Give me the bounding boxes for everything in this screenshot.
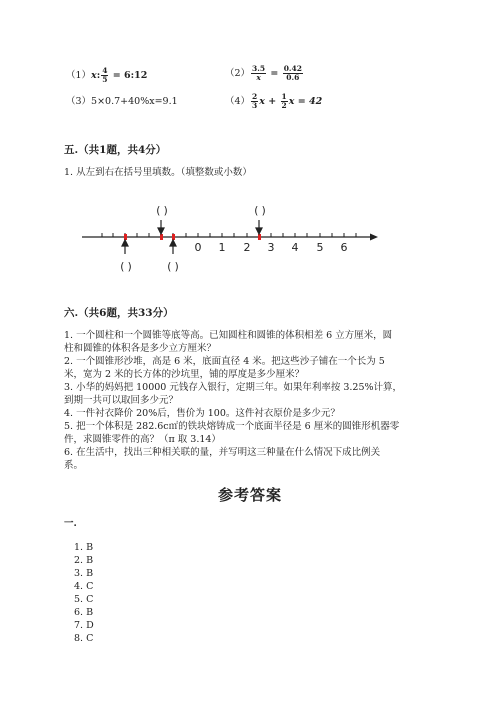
- equation-rest: x = 42: [288, 96, 323, 107]
- section-5-heading: 五.（共1题，共4分）: [64, 144, 167, 156]
- tick-label-1: 1: [218, 241, 226, 254]
- tick-label-4: 4: [291, 241, 299, 254]
- problem-2: [225, 65, 304, 82]
- answer-3: 3. B: [74, 568, 94, 579]
- fraction: $\frac{0.42}{0.6}$: [283, 64, 302, 82]
- variable-x: x: [91, 70, 97, 81]
- section-6-line-9: 件，求圆锥零件的高？（π 取 3.14）: [64, 434, 221, 445]
- problem-4-label: （4）: [225, 96, 251, 107]
- problem-1: [66, 67, 147, 84]
- tick-label-2: 2: [243, 241, 251, 254]
- fraction: $\frac{2}{3}$: [252, 92, 258, 110]
- section-6-line-11: 系。: [64, 460, 84, 471]
- equation-middle: x +: [259, 96, 280, 107]
- answer-2: 2. B: [74, 555, 94, 566]
- section-6-heading: 六.（共6题，共33分）: [64, 307, 174, 319]
- section-6-line-5: 3. 小华的妈妈把 10000 元钱存入银行，定期三年。如果年利率按 3.25%计算，: [64, 382, 403, 393]
- answer-7: 7. D: [74, 620, 94, 631]
- equals-sign: =: [267, 68, 282, 79]
- tick-labels: [195, 241, 348, 254]
- answer-4: 4. C: [74, 581, 94, 592]
- marker-1: [124, 234, 127, 240]
- tick-label-3: 3: [267, 241, 275, 254]
- problem-3: （3）5×0.7+40%x=9.1: [66, 96, 178, 107]
- section-6-line-4: 米，宽为 2 米的长方体的沙坑里，铺的厚度是多少厘米？: [64, 369, 305, 380]
- paren-top-1: ( ): [156, 205, 168, 217]
- answer-1: 1. B: [74, 542, 94, 553]
- marker-2: [160, 234, 163, 240]
- section-5-question: 1. 从左到右在括号里填数。（填整数或小数）: [64, 167, 252, 178]
- problem-2-label: （2）: [225, 68, 251, 79]
- answers-title: 参考答案: [217, 486, 282, 504]
- fraction: $\frac{4}{5}$: [102, 66, 108, 84]
- section-6-line-2: 柱和圆锥的体积各是多少立方厘米？: [64, 343, 217, 354]
- section-6-line-10: 6. 在生活中，找出三种相关联的量，并写明这三种量在什么情况下成比例关: [64, 447, 381, 458]
- paren-top-2: ( ): [254, 205, 266, 217]
- marker-4: [258, 234, 261, 240]
- fraction: $\frac{1}{2}$: [281, 92, 287, 110]
- section-6-line-3: 2. 一个圆锥形沙堆，高是 6 米，底面直径 4 米。把这些沙子铺在一个长为 5: [64, 356, 385, 367]
- tick-label-0: 0: [194, 241, 202, 254]
- section-6-line-6: 到期一共可以取回多少元？: [64, 395, 179, 406]
- answer-6: 6. B: [74, 607, 94, 618]
- arrow-head: [370, 234, 378, 241]
- equation-rest: = 6:12: [109, 70, 148, 81]
- section-6-line-1: 1. 一个圆柱和一个圆锥等底等高。已知圆柱和圆锥的体积相差 6 立方厘米，圆: [64, 330, 393, 341]
- answers-part-heading: 一.: [64, 518, 77, 529]
- section-6-line-8: 5. 把一个体积是 282.6c㎡的铁块熔铸成一个底面半径是 6 厘米的圆锥形机器零: [64, 421, 400, 432]
- marker-3: [172, 234, 175, 240]
- section-6-line-7: 4. 一件衬衣降价 20%后，售价为 100。这件衬衣原价是多少元？: [64, 408, 340, 419]
- number-line: [0, 198, 500, 288]
- tick-label-5: 5: [316, 241, 324, 254]
- problem-4: [225, 93, 322, 110]
- paren-bottom-1: ( ): [120, 261, 132, 273]
- fraction: $\frac{3.5}{x}$: [252, 64, 266, 82]
- answer-8: 8. C: [74, 633, 94, 644]
- answer-5: 5. C: [74, 594, 94, 605]
- paren-bottom-2: ( ): [167, 261, 179, 273]
- answer-parens: [120, 205, 266, 273]
- colon: :: [96, 70, 101, 81]
- problem-1-label: （1）: [66, 70, 92, 81]
- tick-label-6: 6: [340, 241, 348, 254]
